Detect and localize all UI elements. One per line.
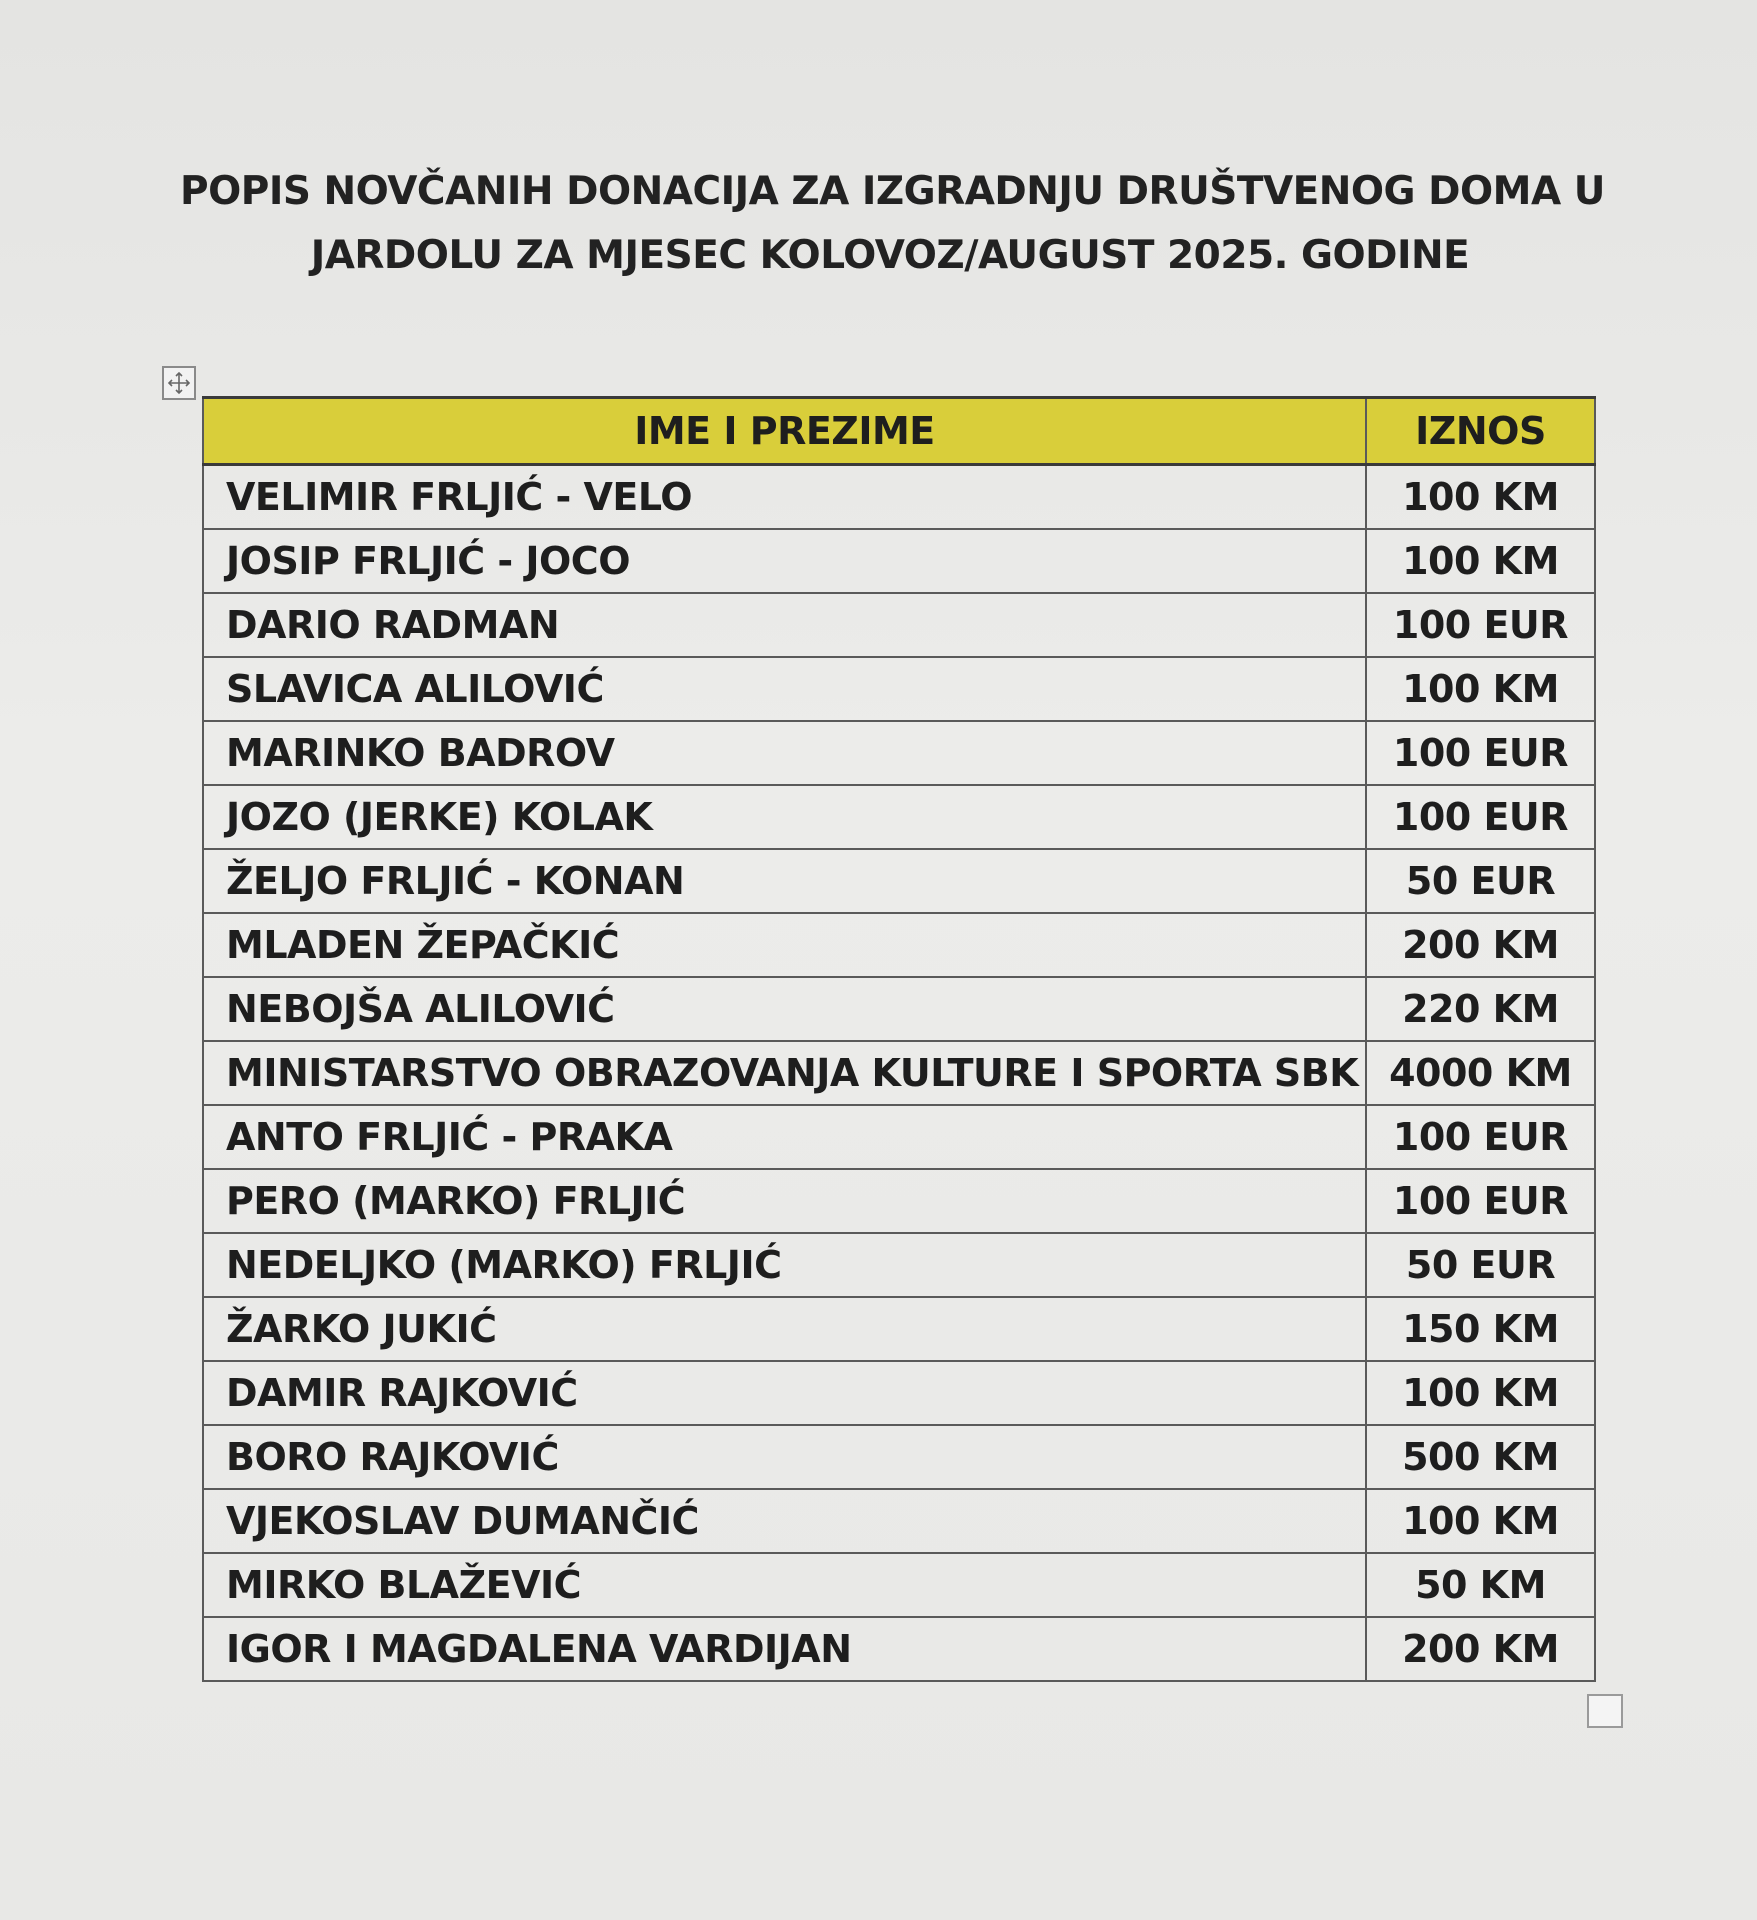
donor-name-cell[interactable]: VELIMIR FRLJIĆ - VELO	[203, 465, 1366, 530]
table-row	[203, 721, 1595, 785]
donor-name-cell[interactable]: JOSIP FRLJIĆ - JOCO	[203, 529, 1366, 593]
table-row	[203, 1105, 1595, 1169]
table-header-row	[203, 398, 1595, 465]
donor-name-cell[interactable]: MARINKO BADROV	[203, 721, 1366, 785]
donation-amount-cell[interactable]: 150 KM	[1366, 1297, 1595, 1361]
donor-name-cell[interactable]: BORO RAJKOVIĆ	[203, 1425, 1366, 1489]
table-row	[203, 529, 1595, 593]
page-title	[180, 160, 1605, 288]
table-body	[203, 465, 1595, 1682]
table-row	[203, 1041, 1595, 1105]
donation-amount-cell[interactable]: 200 KM	[1366, 913, 1595, 977]
table-row	[203, 977, 1595, 1041]
table-resize-icon[interactable]	[1587, 1694, 1623, 1728]
table-row	[203, 1233, 1595, 1297]
donor-name-cell[interactable]: ŽELJO FRLJIĆ - KONAN	[203, 849, 1366, 913]
donor-name-cell[interactable]: DARIO RADMAN	[203, 593, 1366, 657]
donor-name-cell[interactable]: MLADEN ŽEPAČKIĆ	[203, 913, 1366, 977]
table-row	[203, 593, 1595, 657]
donor-name-cell[interactable]: VJEKOSLAV DUMANČIĆ	[203, 1489, 1366, 1553]
table-row	[203, 1617, 1595, 1681]
donation-amount-cell[interactable]: 100 EUR	[1366, 593, 1595, 657]
donation-amount-cell[interactable]: 100 EUR	[1366, 1169, 1595, 1233]
donation-amount-cell[interactable]: 100 EUR	[1366, 785, 1595, 849]
donor-name-cell[interactable]: ANTO FRLJIĆ - PRAKA	[203, 1105, 1366, 1169]
donor-name-cell[interactable]: PERO (MARKO) FRLJIĆ	[203, 1169, 1366, 1233]
donation-amount-cell[interactable]: 100 KM	[1366, 1361, 1595, 1425]
donor-name-cell[interactable]: IGOR I MAGDALENA VARDIJAN	[203, 1617, 1366, 1681]
table-row	[203, 1169, 1595, 1233]
table-row	[203, 1425, 1595, 1489]
donation-amount-cell[interactable]: 50 EUR	[1366, 1233, 1595, 1297]
donation-amount-cell[interactable]: 50 EUR	[1366, 849, 1595, 913]
table-row	[203, 1489, 1595, 1553]
donation-amount-cell[interactable]: 100 KM	[1366, 1489, 1595, 1553]
donation-amount-cell[interactable]: 4000 KM	[1366, 1041, 1595, 1105]
donor-name-cell[interactable]: JOZO (JERKE) KOLAK	[203, 785, 1366, 849]
table-row	[203, 849, 1595, 913]
donor-name-cell[interactable]: NEBOJŠA ALILOVIĆ	[203, 977, 1366, 1041]
donor-name-cell[interactable]: MINISTARSTVO OBRAZOVANJA KULTURE I SPORTA SBK	[203, 1041, 1366, 1105]
donor-name-cell[interactable]: DAMIR RAJKOVIĆ	[203, 1361, 1366, 1425]
donor-name-cell[interactable]: NEDELJKO (MARKO) FRLJIĆ	[203, 1233, 1366, 1297]
donor-name-cell[interactable]: ŽARKO JUKIĆ	[203, 1297, 1366, 1361]
donation-amount-cell[interactable]: 50 KM	[1366, 1553, 1595, 1617]
table-row	[203, 465, 1595, 530]
donation-amount-cell[interactable]: 500 KM	[1366, 1425, 1595, 1489]
donation-amount-cell[interactable]: 100 EUR	[1366, 1105, 1595, 1169]
donations-table-container	[202, 396, 1594, 1682]
header-name[interactable]: IME I PREZIME	[203, 398, 1366, 465]
donation-amount-cell[interactable]: 100 KM	[1366, 529, 1595, 593]
table-row	[203, 1553, 1595, 1617]
donation-amount-cell[interactable]: 100 KM	[1366, 657, 1595, 721]
donor-name-cell[interactable]: MIRKO BLAŽEVIĆ	[203, 1553, 1366, 1617]
header-amount[interactable]: IZNOS	[1366, 398, 1595, 465]
title-line-1: POPIS NOVČANIH DONACIJA ZA IZGRADNJU DRUŠTVENOG DOMA U	[180, 169, 1605, 214]
table-move-icon[interactable]	[162, 366, 196, 400]
table-row	[203, 657, 1595, 721]
donation-amount-cell[interactable]: 100 KM	[1366, 465, 1595, 530]
title-line-2: JARDOLU ZA MJESEC KOLOVOZ/AUGUST 2025. GODINE	[310, 233, 1470, 278]
donation-amount-cell[interactable]: 220 KM	[1366, 977, 1595, 1041]
donor-name-cell[interactable]: SLAVICA ALILOVIĆ	[203, 657, 1366, 721]
donation-amount-cell[interactable]: 200 KM	[1366, 1617, 1595, 1681]
donation-amount-cell[interactable]: 100 EUR	[1366, 721, 1595, 785]
table-row	[203, 913, 1595, 977]
donations-table	[202, 396, 1596, 1682]
table-row	[203, 785, 1595, 849]
table-row	[203, 1361, 1595, 1425]
table-row	[203, 1297, 1595, 1361]
